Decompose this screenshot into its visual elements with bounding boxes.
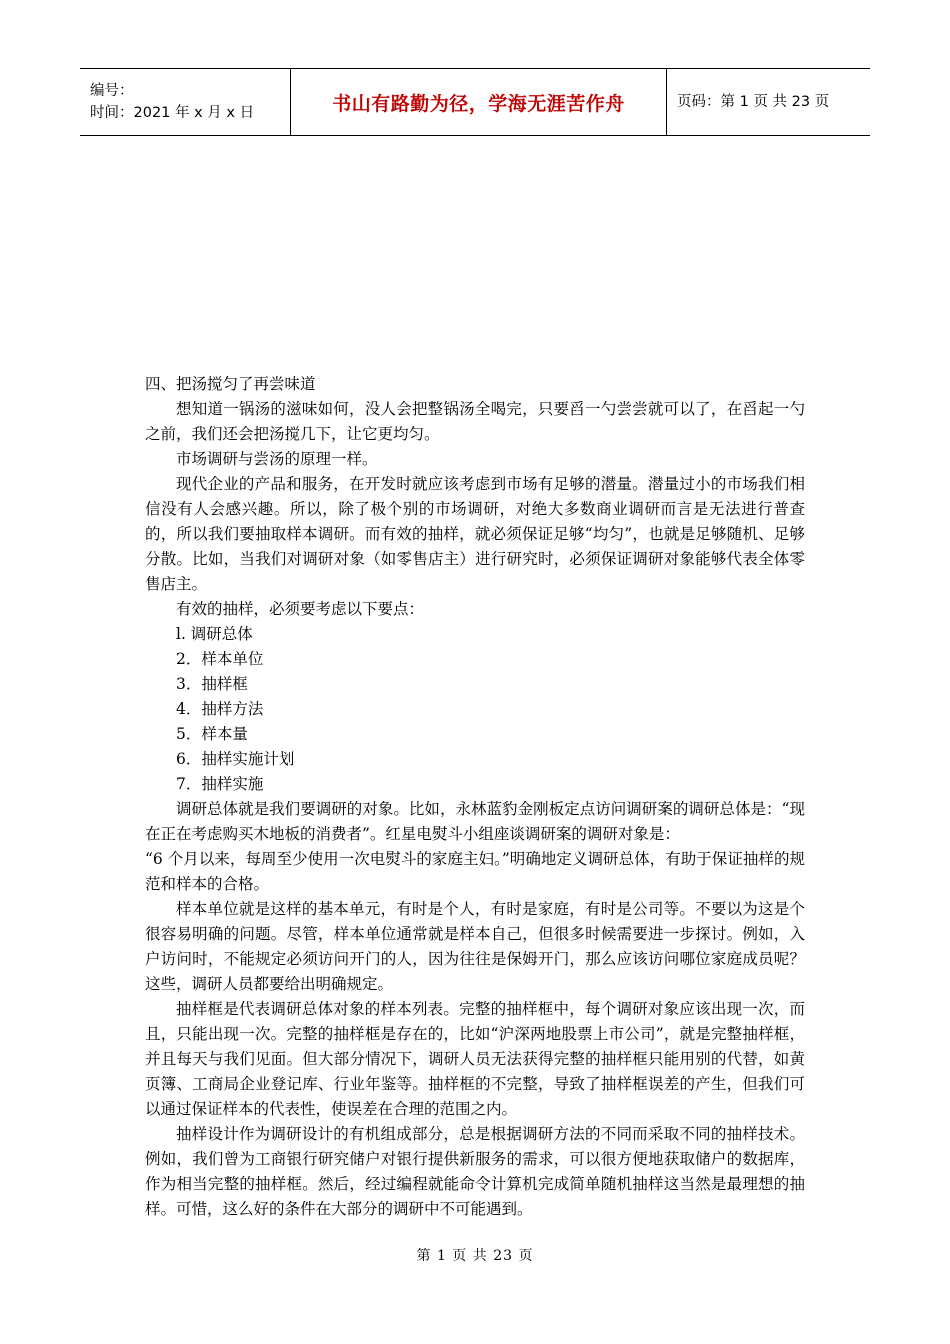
header-motto: 书山有路勤为径，学海无涯苦作舟 (332, 92, 625, 115)
header-page-label: 页码：第 1 页 共 23 页 (677, 94, 830, 110)
list-item: l. 调研总体 (176, 625, 253, 643)
paragraph-principle: 市场调研与尝汤的原理一样。 (176, 450, 378, 468)
list-item: 4．抽样方法 (176, 700, 264, 718)
document-body (145, 372, 805, 1222)
header-right-cell (667, 69, 871, 136)
header-table (80, 68, 870, 136)
list-item: 3．抽样框 (176, 675, 248, 693)
paragraph-sample-unit: 样本单位就是这样的基本单元，有时是个人，有时是家庭，有时是公司等。不要以为这是个很容易明确的问题。尽管，样本单位通常就是样本自己，但很多时候需要进一步探讨。例如，入户访问时，不能规定必须访问开门的人，因为往往是保姆开门，那么应该访问哪位家庭成员呢？这些，调研人员都要给出明确规定。 (145, 900, 805, 993)
list-item: 2．样本单位 (176, 650, 264, 668)
paragraph-key-points-intro: 有效的抽样，必须要考虑以下要点： (176, 600, 425, 618)
paragraph-sampling-design: 抽样设计作为调研设计的有机组成部分，总是根据调研方法的不同而采取不同的抽样技术。例如，我们曾为工商银行研究储户对银行提供新服务的需求，可以很方便地获取储户的数据库，作为相当完整的抽样框。然后，经过编程就能命令计算机完成简单随机抽样这当然是最理想的抽样。可惜，这么好的条件在大部分的调研中不可能遇到。 (145, 1125, 805, 1218)
list-item: 6．抽样实施计划 (176, 750, 295, 768)
header-left-cell (80, 69, 291, 136)
document-date-label: 时间：2021 年 x 月 x 日 (90, 105, 255, 121)
paragraph-sampling-frame: 抽样框是代表调研总体对象的样本列表。完整的抽样框中，每个调研对象应该出现一次，而且，只能出现一次。完整的抽样框是存在的，比如“沪深两地股票上市公司”，就是完整抽样框，并且每天与我们见面。但大部分情况下，调研人员无法获得完整的抽样框只能用别的代替，如黄页簿、工商局企业登记库、行业年鉴等。抽样框的不完整，导致了抽样框误差的产生，但我们可以通过保证样本的代表性，使误差在合理的范围之内。 (145, 1000, 805, 1118)
paragraph-population: 调研总体就是我们要调研的对象。比如，永林蓝豹金刚板定点访问调研案的调研总体是：“现在正在考虑购买木地板的消费者”。红星电熨斗小组座谈调研案的调研对象是： (145, 800, 805, 843)
paragraph-soup-analogy: 想知道一锅汤的滋味如何，没人会把整锅汤全喝完，只要舀一勺尝尝就可以了，在舀起一勺之前，我们还会把汤搅几下，让它更均匀。 (145, 400, 805, 443)
section-heading: 四、把汤搅匀了再尝味道 (145, 375, 316, 393)
list-item: 5．样本量 (176, 725, 248, 743)
list-item: 7．抽样实施 (176, 775, 264, 793)
document-number-label: 编号： (90, 83, 134, 99)
header-motto-cell (291, 69, 667, 136)
page-footer: 第 1 页 共 23 页 (416, 1248, 534, 1264)
paragraph-population-cont: “6 个月以来，每周至少使用一次电熨斗的家庭主妇。”明确地定义调研总体，有助于保证抽样的规范和样本的合格。 (145, 850, 805, 893)
paragraph-modern-enterprise: 现代企业的产品和服务，在开发时就应该考虑到市场有足够的潜量。潜量过小的市场我们相信没有人会感兴趣。所以，除了极个别的市场调研，对绝大多数商业调研而言是无法进行普查的，所以我们要抽取样本调研。而有效的抽样，就必须保证足够“均匀”，也就是足够随机、足够分散。比如，当我们对调研对象（如零售店主）进行研究时，必须保证调研对象能够代表全体零售店主。 (145, 475, 805, 593)
